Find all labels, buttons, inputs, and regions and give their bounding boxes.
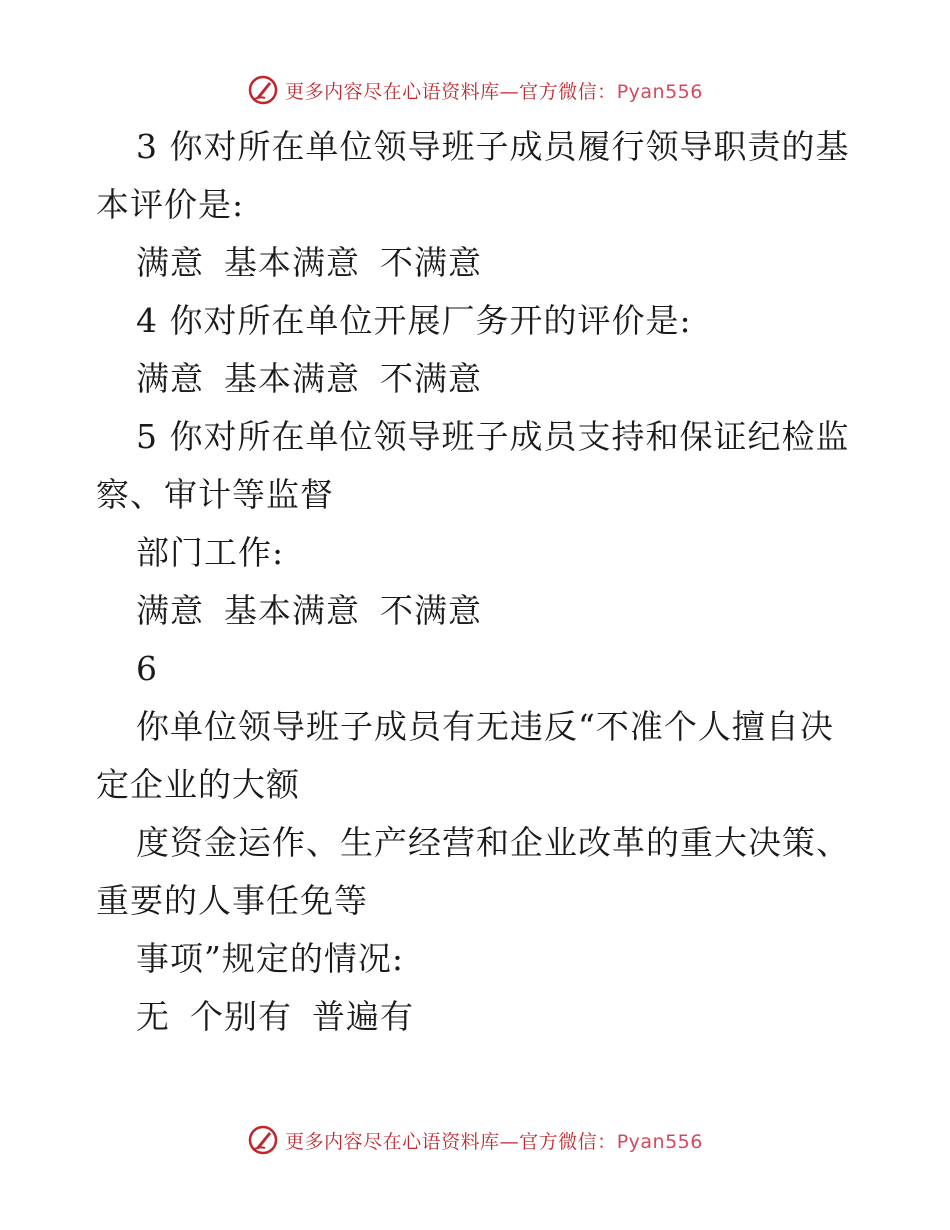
option-unsatisfied: 不满意 [380,591,482,630]
banner-separator: — [499,80,520,103]
option-some: 个别有 [190,997,292,1036]
quill-logo-icon [247,74,279,106]
banner-text: 更多内容尽在心语资料库 [285,1130,500,1153]
question-6-line-1: 你单位领导班子成员有无违反“不准个人擅自决 [136,707,834,746]
question-5-line-2: 察、审计等监督 [96,475,334,514]
question-6-line-5: 事项”规定的情况: [136,939,404,978]
question-6-number: 6 [136,649,158,688]
option-basically-satisfied: 基本满意 [224,243,360,282]
banner-handle: Pyan556 [616,80,703,103]
question-5-line-1: 5 你对所在单位领导班子成员支持和保证纪检监 [136,417,850,456]
banner-wechat-label: 官方微信： [519,1130,617,1153]
banner-separator: — [499,1130,520,1153]
question-4-options [96,350,856,408]
question-3-line-2: 本评价是: [96,185,245,224]
header-banner [0,70,950,110]
option-satisfied: 满意 [136,243,204,282]
document-body [96,118,856,1046]
question-6-line-2: 定企业的大额 [96,765,300,804]
footer-banner [0,1120,950,1160]
option-widespread: 普遍有 [312,997,414,1036]
option-satisfied: 满意 [136,591,204,630]
question-3-line-1: 3 你对所在单位领导班子成员履行领导职责的基 [136,127,850,166]
option-satisfied: 满意 [136,359,204,398]
question-5-options [96,582,856,640]
question-6-options [96,988,856,1046]
banner-handle: Pyan556 [616,1130,703,1153]
option-basically-satisfied: 基本满意 [224,359,360,398]
option-unsatisfied: 不满意 [380,359,482,398]
question-6-line-3: 度资金运作、生产经营和企业改革的重大决策、 [136,823,850,862]
option-unsatisfied: 不满意 [380,243,482,282]
question-3-options [96,234,856,292]
quill-logo-icon [247,1124,279,1156]
banner-wechat-label: 官方微信： [519,80,617,103]
banner-text: 更多内容尽在心语资料库 [285,80,500,103]
question-4-line-1: 4 你对所在单位开展厂务开的评价是: [136,301,692,340]
question-6-line-4: 重要的人事任免等 [96,881,368,920]
option-basically-satisfied: 基本满意 [224,591,360,630]
question-5-line-3: 部门工作: [136,533,285,572]
option-none: 无 [136,997,170,1036]
